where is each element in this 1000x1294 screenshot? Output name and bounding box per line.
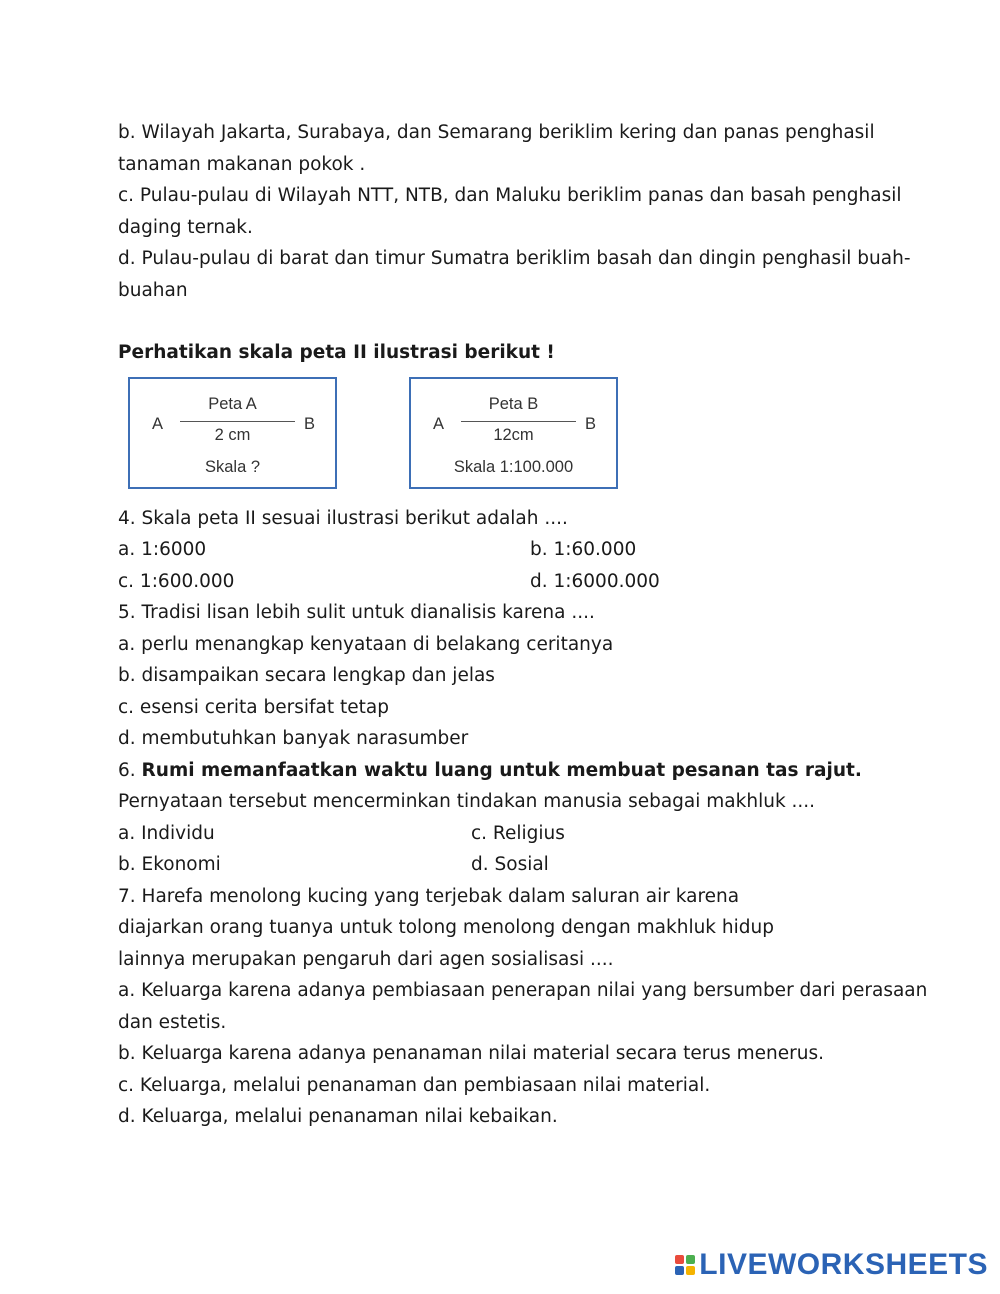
map-b-line (461, 421, 576, 422)
q4-option-b: b. 1:60.000 (530, 539, 637, 560)
logo-square-yellow (686, 1266, 695, 1275)
option-d-line2: buahan (118, 279, 188, 301)
q6-question: Pernyataan tersebut mencerminkan tindakan manusia sebagai makhluk .... (118, 791, 816, 812)
liveworksheets-logo (675, 1248, 988, 1282)
q4-option-a: a. 1:6000 (118, 539, 207, 560)
logo-text: LIVEWORKSHEETS (699, 1248, 988, 1281)
option-b-line2: tanaman makanan pokok . (118, 153, 366, 175)
map-b-point-b: B (584, 414, 596, 433)
q4-option-c: c. 1:600.000 (118, 570, 235, 592)
map-a-scale: Skala ? (204, 457, 261, 476)
q7-question-line2: diajarkan orang tuanya untuk tolong menolong dengan makhluk hidup (118, 917, 774, 938)
q4-option-d: d. 1:6000.000 (530, 570, 660, 592)
map-a-distance: 2 cm (214, 425, 251, 444)
logo-square-green (686, 1255, 695, 1264)
q6-bold-text: Rumi memanfaatkan waktu luang untuk membuat pesanan tas rajut. (141, 759, 862, 781)
map-a-box (128, 377, 337, 489)
q5-option-a: a. perlu menangkap kenyataan di belakang ceritanya (118, 633, 614, 655)
q7-option-c: c. Keluarga, melalui penanaman dan pembiasaan nilai material. (118, 1074, 711, 1096)
q7-question-line3: lainnya merupakan pengaruh dari agen sosialisasi .... (118, 948, 614, 970)
map-a-point-a: A (152, 414, 164, 433)
map-a-line (180, 421, 295, 422)
instruction-heading: Perhatikan skala peta II ilustrasi berikut ! (118, 342, 555, 363)
q5-option-b: b. disampaikan secara lengkap dan jelas (118, 665, 495, 686)
logo-square-red (675, 1255, 684, 1264)
option-b-line1: b. Wilayah Jakarta, Surabaya, dan Semarang beriklim kering dan panas penghasil (118, 122, 875, 143)
map-b-point-a: A (433, 414, 445, 433)
map-scale-illustration (128, 377, 898, 497)
map-b-scale: Skala 1:100.000 (453, 457, 574, 476)
q7-option-d: d. Keluarga, melalui penanaman nilai kebaikan. (118, 1106, 558, 1127)
map-b-box (409, 377, 618, 489)
q5-option-d: d. membutuhkan banyak narasumber (118, 728, 469, 749)
q7-option-a-line2: dan estetis. (118, 1011, 227, 1033)
map-a-title: Peta A (208, 394, 257, 413)
map-a-point-b: B (303, 414, 315, 433)
q6-option-c: c. Religius (471, 822, 565, 844)
q6-option-d: d. Sosial (471, 854, 549, 875)
q6-option-b: b. Ekonomi (118, 854, 221, 875)
q6-number: 6. (118, 759, 142, 781)
q7-option-b: b. Keluarga karena adanya penanaman nilai material secara terus menerus. (118, 1043, 824, 1064)
q4-question: 4. Skala peta II sesuai ilustrasi berikut adalah .... (118, 507, 568, 529)
q6-statement (118, 755, 898, 787)
option-c-line1: c. Pulau-pulau di Wilayah NTT, NTB, dan Maluku beriklim panas dan basah penghasil (118, 185, 902, 206)
option-c-line2: daging ternak. (118, 216, 253, 238)
q7-question-line1: 7. Harefa menolong kucing yang terjebak dalam saluran air karena (118, 885, 740, 907)
q7-option-a-line1: a. Keluarga karena adanya pembiasaan penerapan nilai yang bersumber dari perasaan (118, 980, 928, 1001)
logo-square-blue (675, 1266, 684, 1275)
liveworksheets-logo-icon (675, 1255, 695, 1275)
q5-question: 5. Tradisi lisan lebih sulit untuk dianalisis karena .... (118, 602, 595, 623)
option-d-line1: d. Pulau-pulau di barat dan timur Sumatra beriklim basah dan dingin penghasil buah- (118, 248, 911, 269)
map-b-distance: 12cm (493, 425, 534, 444)
worksheet-page (118, 117, 928, 1133)
q6-option-a: a. Individu (118, 822, 215, 844)
q5-option-c: c. esensi cerita bersifat tetap (118, 696, 389, 718)
map-b-title: Peta B (488, 394, 539, 413)
